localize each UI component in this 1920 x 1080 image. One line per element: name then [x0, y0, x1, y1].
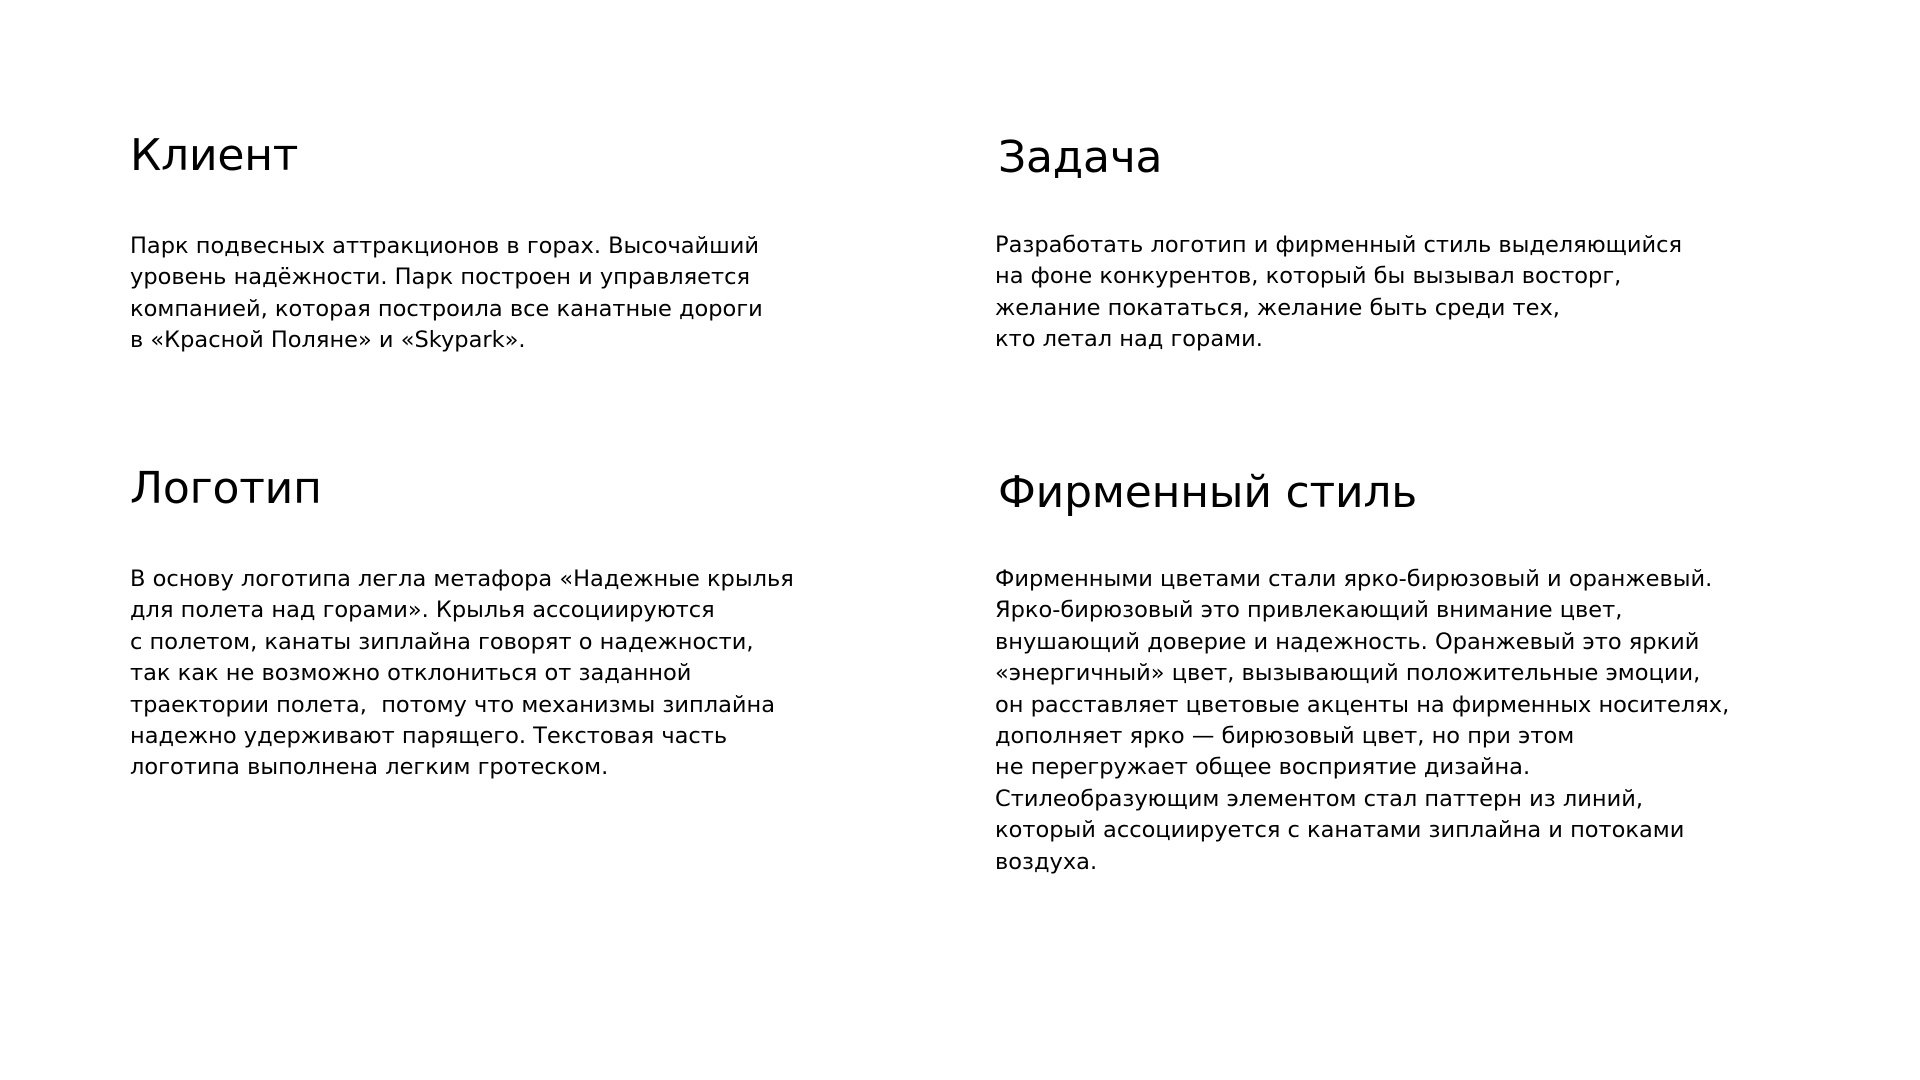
text-line: который ассоциируется с канатами зиплайна и потоками [995, 817, 1685, 844]
section-title-client: Клиент [130, 130, 299, 181]
text-line: для полета над горами». Крылья ассоциируются [130, 597, 715, 624]
text-line: надежно удерживают парящего. Текстовая часть [130, 723, 728, 750]
text-line: внушающий доверие и надежность. Оранжевый это яркий [995, 628, 1700, 655]
text-line: на фоне конкурентов, который бы вызывал восторг, [995, 263, 1622, 290]
text-line: так как не возможно отклониться от заданной [130, 660, 692, 687]
text-line: в «Красной Поляне» и «Skypark». [130, 327, 526, 354]
text-line: «энергичный» цвет, вызывающий положительные эмоции, [995, 660, 1701, 687]
text-line: кто летал над горами. [995, 326, 1263, 353]
text-line: желание покататься, желание быть среди тех, [995, 294, 1560, 321]
section-title-task: Задача [998, 132, 1163, 183]
section-body-task [995, 230, 1682, 356]
section-body-logo [130, 564, 794, 784]
section-title-brand-identity: Фирменный стиль [998, 467, 1417, 518]
text-line: с полетом, канаты зиплайна говорят о надежности, [130, 628, 754, 655]
text-line: Стилеобразующим элементом стал паттерн из линий, [995, 785, 1643, 812]
section-title-logo: Логотип [130, 463, 322, 514]
text-line: В основу логотипа легла метафора «Надежные крылья [130, 566, 794, 592]
text-line: Фирменными цветами стали ярко-бирюзовый и оранжевый. [995, 566, 1713, 592]
text-line: компанией, которая построила все канатные дороги [130, 295, 763, 322]
text-line: уровень надёжности. Парк построен и управляется [130, 264, 750, 291]
text-line: дополняет ярко — бирюзовый цвет, но при этом [995, 723, 1575, 750]
section-body-brand-identity [995, 564, 1729, 878]
text-line: Парк подвесных аттракционов в горах. Высочайший [130, 233, 760, 259]
text-line: воздуха. [995, 848, 1098, 875]
text-line: Ярко-бирюзовый это привлекающий внимание цвет, [995, 597, 1623, 624]
text-line: логотипа выполнена легким гротеском. [130, 754, 609, 781]
text-line: траектории полета, потому что механизмы зиплайна [130, 691, 776, 718]
text-line: Разработать логотип и фирменный стиль выделяющийся [995, 232, 1682, 258]
text-line: он расставляет цветовые акценты на фирменных носителях, [995, 691, 1730, 718]
section-body-client [130, 231, 763, 357]
text-line: не перегружает общее восприятие дизайна. [995, 754, 1531, 781]
